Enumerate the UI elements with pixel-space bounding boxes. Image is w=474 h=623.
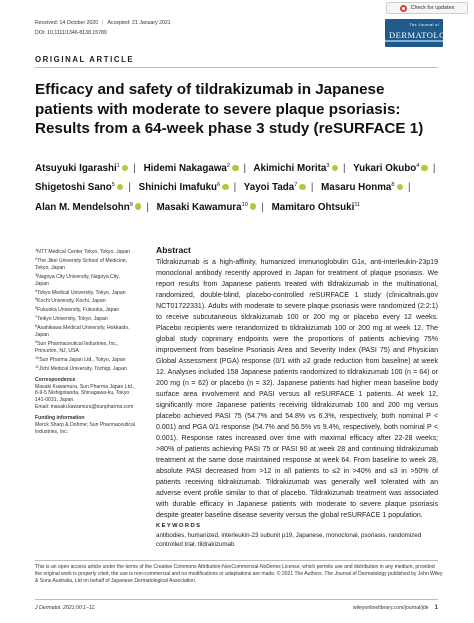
author[interactable]: Alan M. Mendelsohn$^9$ — [35, 202, 141, 213]
correspondence-label: Correspondence — [35, 376, 76, 383]
correspondence-block — [35, 377, 135, 412]
license-text: This is an open access article under the terms of the Creative Commons Attribution-NonCommercial-NoDerivs License, which permits use and distribution in any medium, provided the original work is properly cited, the use is non-commercial and no modifications or adaptations are made. © 2021 The Authors. The Journal of Dermatology published by John Wiley & Sons Australia, Ltd on behalf of Japanese Dermatological Association. — [35, 564, 443, 585]
author[interactable]: Atsuyuki Igarashi$^1$ — [35, 163, 128, 174]
header-divider — [35, 67, 438, 68]
orcid-icon[interactable] — [397, 184, 404, 191]
affiliation: $^{11}$Jichi Medical University, Tochigi, Japan — [35, 364, 127, 372]
keywords-heading: KEYWORDS — [156, 523, 202, 529]
journal-logo-line2: DERMATOLOGY — [389, 30, 460, 40]
author[interactable]: Yayoi Tada$^7$ — [244, 182, 306, 193]
affiliation: $^1$NTT Medical Center Tokyo, Tokyo, Japan — [35, 248, 130, 255]
author[interactable]: Shigetoshi Sano$^5$ — [35, 182, 123, 193]
journal-url[interactable]: wileyonlinelibrary.com/journal/jde — [352, 605, 429, 611]
author[interactable]: Hidemi Nakagawa$^2$ — [144, 163, 239, 174]
affiliation: $^8$Asahikawa Medical University, Hokkaido, Japan — [35, 324, 130, 339]
funding-text: Merck Sharp & Dohme; Sun Pharmaceutical Industries, Inc. — [35, 422, 135, 435]
author[interactable]: Shinichi Imafuku$^6$ — [139, 182, 229, 193]
orcid-icon[interactable] — [299, 184, 306, 191]
crossmark-icon — [400, 5, 407, 12]
funding-label: Funding information — [35, 415, 85, 422]
journal-logo — [385, 19, 460, 47]
license-divider — [35, 560, 438, 561]
orcid-icon[interactable] — [250, 203, 257, 210]
orcid-icon[interactable] — [135, 203, 142, 210]
abstract-text: Tildrakizumab is a high-affinity, humanized immunoglobulin G1κ, anti-interleukin-23p19 monoclonal antibody recently approved in Japan for treatment of plaque psoriasis. We report results from Japanese patients treated with tildrakizumab in the multinational, randomized, double-blind, placebo-controlled reSURFACE 1 study (clinicaltrials.gov NCT01722331). Adults with moderate to severe plaque psoriasis were randomized (2:2:1) to receive subcutaneous tildrakizumab 100 or 200 mg or placebo every 12 weeks. Placebo recipients were rerandomized to tildrakizumab 100 or 200 mg at week 12. The global study coprimary endpoints were the proportions of patients achieving 75% improvement from baseline Psoriasis Area and Severity Index (PASI 75) and Physician Global Assessment (PGA) response (0/1 with ≥2 grade reduction from baseline) at week 12. Analyses included 158 Japanese patients randomized to tildrakizumab 100 (n = 64) or 200 mg (n = 62) or placebo (n = 32). Japanese patients had higher mean baseline body surface area involvement and PASI versus all reSURFACE 1 patients. At week 12, significantly more Japanese patients receiving tildrakizumab 100 and 200 mg versus placebo achieved PASI 75 (54.7% and 54.8% vs 6.3%, respectively, both nominal P < 0.001) and PGA 0/1 response (54.7% and 56.5% vs 9.4%, respectively, both nominal P < 0.001). Response rates increased over time with maximal efficacy after 22-28 weeks; >80% of patients achieving PASI 75 or PASI 90 at week 28 and continuing tildrakizumab treatment at the same dose maintained response at week 64. From baseline to week 28, absolute PASI decreased from >12 in all patients to ≤2 in >40% and ≤3 in >50% of patients receiving tildrakizumab. Tildrakizumab was generally well tolerated with an adverse event profile similar to that of placebo. Tildrakizumab treatment was associated with durable efficacy in Japanese patients with moderate to severe plaque psoriasis despite greater baseline disease severity versus the global reSURFACE 1 population. — [156, 259, 438, 519]
page-number: 1 — [434, 605, 438, 611]
correspondence-text: Masaki Kawamura, Sun Pharma Japan Ltd., 8-9-5 Nishigotanda, Shinagawa-ku, Tokyo 141-0031, Japan. — [35, 383, 135, 404]
orcid-icon[interactable] — [232, 165, 239, 172]
affiliation: $^{10}$Sun Pharma Japan Ltd., Tokyo, Japan — [35, 355, 126, 363]
affiliation: $^7$Teikyo University, Tokyo, Japan — [35, 315, 108, 323]
check-for-updates-button[interactable] — [386, 2, 468, 14]
author[interactable]: Masaru Honma$^8$ — [321, 182, 403, 193]
affiliation: $^2$The Jikei University School of Medicine, Tokyo, Japan — [35, 256, 128, 271]
orcid-icon[interactable] — [122, 165, 129, 172]
orcid-icon[interactable] — [222, 184, 229, 191]
journal-logo-line1: The Journal of — [409, 22, 439, 27]
affiliation: $^4$Tokyo Medical University, Tokyo, Japan — [35, 288, 126, 296]
funding-block — [35, 415, 135, 436]
affiliation: $^6$Fukuoka University, Fukuoka, Japan — [35, 306, 120, 314]
accepted-date: Accepted: 21 January 2021 — [107, 20, 171, 26]
author[interactable]: Mamitaro Ohtsuki$^{11}$ — [271, 201, 361, 213]
received-date: Received: 14 October 2020 — [35, 20, 99, 26]
orcid-icon[interactable] — [421, 165, 428, 172]
author[interactable]: Masaki Kawamura$^{10}$ — [157, 202, 257, 213]
footer-right — [353, 605, 438, 611]
doi[interactable]: DOI: 10.1111/1346-8138.15789 — [35, 30, 107, 36]
affiliation: $^9$Sun Pharmaceutical Industries, Inc., Princeton, NJ, USA — [35, 339, 119, 354]
author[interactable]: Akimichi Morita$^3$ — [253, 163, 338, 174]
correspondence-email[interactable]: Email: masaki.kawamura@sunpharma.com — [35, 404, 134, 411]
orcid-icon[interactable] — [117, 184, 124, 191]
footer-divider — [35, 599, 438, 600]
author[interactable]: Yukari Okubo$^4$ — [353, 163, 428, 174]
affiliations-column — [35, 247, 135, 436]
logo-stripe — [385, 40, 443, 42]
affiliation: $^5$Kochi University, Kochi, Japan — [35, 297, 106, 305]
check-for-updates-label: Check for updates — [410, 5, 455, 11]
received-accepted-dates — [35, 20, 171, 26]
affiliation: $^3$Nagoya City University, Nagoya City, Japan — [35, 272, 120, 287]
abstract-heading: Abstract — [156, 245, 191, 255]
date-separator: | — [102, 20, 104, 26]
keywords-text: antibodies, humanized, interleukin-23 subunit p19, Japanese, monoclonal, psoriasis, randomized controlled trial, tildrakizumab — [156, 532, 422, 548]
paper-title: Efficacy and safety of tildrakizumab in Japanese patients with moderate to severe plaque psoriasis: Results from a 64-week phase 3 study (reSURFACE 1) — [35, 81, 424, 138]
author-list: Atsuyuki Igarashi$^1$ | Hidemi Nakagawa$^2$ | Akimichi Morita$^3$ | Yukari Okubo$^4$ | Shigetoshi Sano$^5$ | Shinichi Imafuku$^6$ | Yayoi Tada$^7$ | Masaru Honma$^8$ | Alan M. Mendelsohn$^9$ | Masaki Kawamura$^{10}$ | Mamitaro Ohtsuki$^{11}$ — [35, 163, 436, 213]
article-type: ORIGINAL ARTICLE — [35, 55, 135, 64]
orcid-icon[interactable] — [332, 165, 339, 172]
journal-citation: J Dermatol. 2021;00:1–11. — [35, 605, 96, 611]
